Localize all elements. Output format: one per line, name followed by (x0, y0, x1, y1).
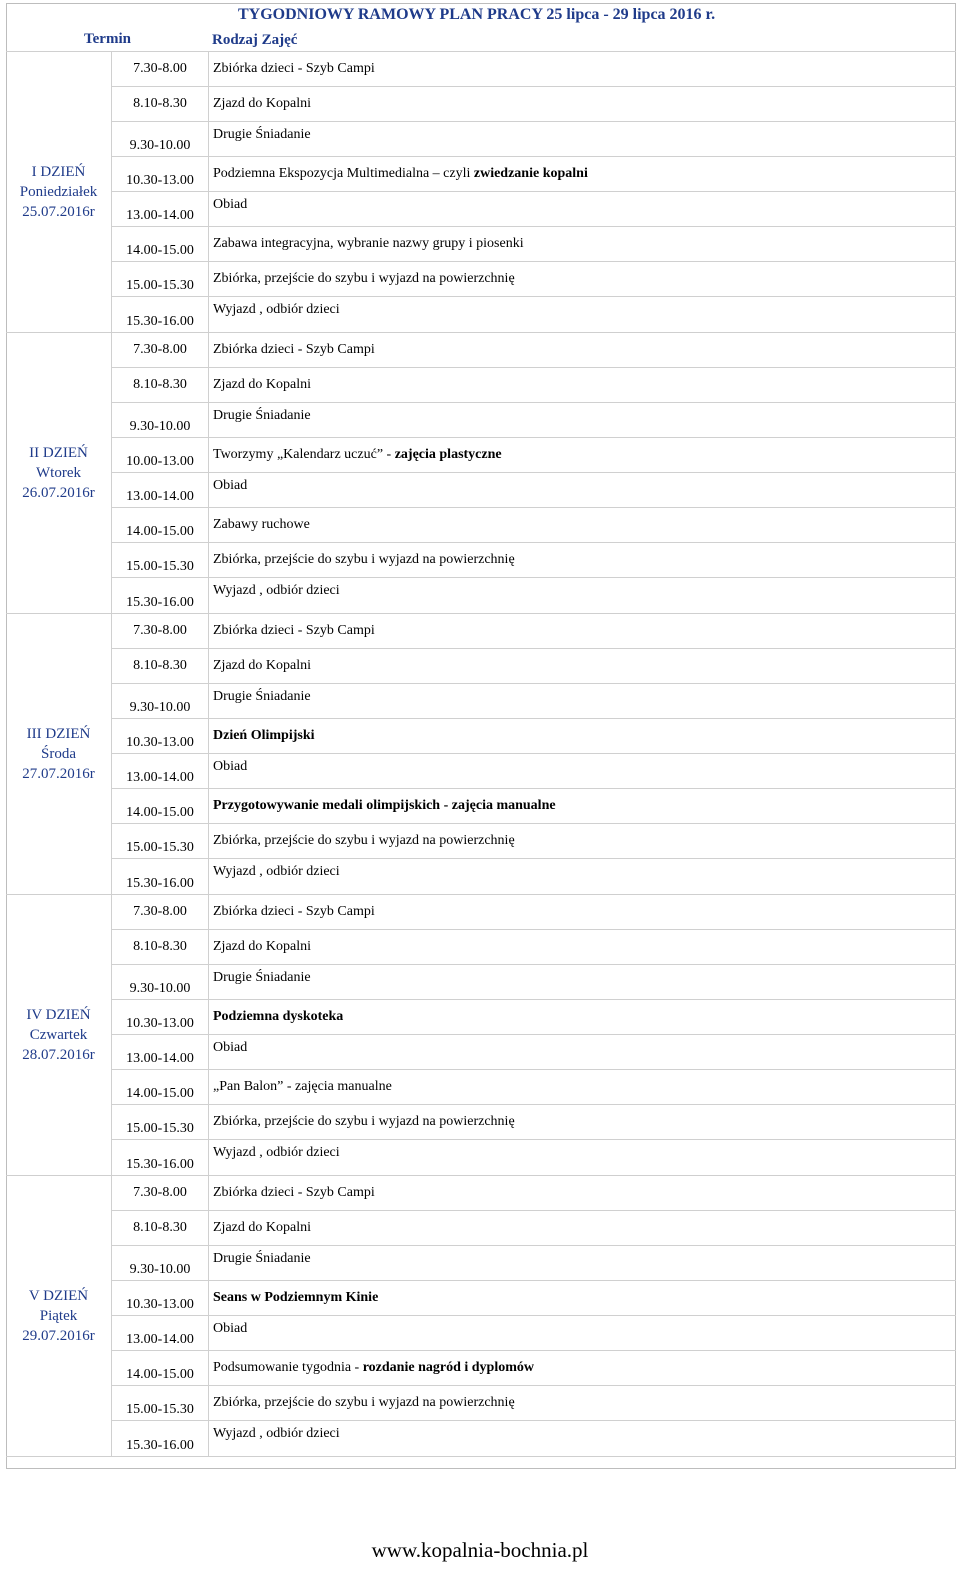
activity-cell (209, 1246, 956, 1280)
schedule-row (112, 824, 956, 859)
time-cell: 13.00-14.00 (112, 192, 209, 226)
schedule-row (112, 965, 956, 1000)
activity-cell (209, 824, 956, 858)
time-cell: 8.10-8.30 (112, 649, 209, 683)
schedule-row (112, 157, 956, 192)
schedule-row (112, 754, 956, 789)
activity-cell (209, 578, 956, 613)
activity-text-bold: zajęcia plastyczne (394, 447, 502, 462)
activity-cell (209, 508, 956, 542)
schedule-row (112, 333, 956, 368)
activity-cell (209, 438, 956, 472)
activity-text: Drugie Śniadanie (213, 970, 311, 985)
activity-cell (209, 1176, 956, 1210)
activity-text: Drugie Śniadanie (213, 408, 311, 423)
schedule-row (112, 508, 956, 543)
schedule-row (112, 192, 956, 227)
day-block (6, 1176, 956, 1457)
activity-text-bold: zwiedzanie kopalni (473, 166, 588, 181)
time-cell: 10.30-13.00 (112, 1281, 209, 1315)
schedule-row (112, 859, 956, 894)
schedule-row (112, 1316, 956, 1351)
schedule-row (112, 1105, 956, 1140)
day-date: 27.07.2016r (22, 766, 95, 782)
activity-cell (209, 368, 956, 402)
schedule-row (112, 649, 956, 684)
activity-cell (209, 1070, 956, 1104)
activity-cell (209, 403, 956, 437)
activity-text: Zbiórka, przejście do szybu i wyjazd na powierzchnię (213, 1114, 515, 1129)
schedule-row (112, 1176, 956, 1211)
activity-text: Zjazd do Kopalni (213, 658, 311, 673)
activity-text: Zbiórka dzieci - Szyb Campi (213, 1185, 375, 1200)
activity-cell (209, 1386, 956, 1420)
schedule-row (112, 52, 956, 87)
activity-text: Obiad (213, 478, 248, 493)
day-label (6, 333, 112, 613)
activity-text: Obiad (213, 1321, 248, 1336)
table-header (6, 3, 956, 52)
activity-text: Drugie Śniadanie (213, 1251, 311, 1266)
time-cell: 14.00-15.00 (112, 1351, 209, 1385)
day-name: II DZIEŃ (29, 445, 88, 461)
schedule-row (112, 1246, 956, 1281)
day-date: 28.07.2016r (22, 1047, 95, 1063)
schedule-row (112, 227, 956, 262)
day-block (6, 895, 956, 1176)
time-cell: 8.10-8.30 (112, 368, 209, 402)
schedule-row (112, 930, 956, 965)
activity-cell (209, 1316, 956, 1350)
activity-cell (209, 930, 956, 964)
time-cell: 9.30-10.00 (112, 1246, 209, 1280)
day-name: I DZIEŃ (31, 164, 86, 180)
schedule-row (112, 438, 956, 473)
activity-cell (209, 789, 956, 823)
time-cell: 15.00-15.30 (112, 543, 209, 577)
time-cell: 15.30-16.00 (112, 859, 209, 894)
activity-text: Zbiórka dzieci - Szyb Campi (213, 904, 375, 919)
time-cell: 14.00-15.00 (112, 789, 209, 823)
activity-text: Zabawa integracyjna, wybranie nazwy grupy i piosenki (213, 236, 524, 251)
activity-cell (209, 1140, 956, 1175)
activity-text-bold: Podziemna dyskoteka (213, 1009, 344, 1024)
activity-cell (209, 859, 956, 894)
day-date: 26.07.2016r (22, 485, 95, 501)
day-weekday: Poniedziałek (19, 184, 98, 200)
activity-text: Wyjazd , odbiór dzieci (213, 302, 340, 317)
time-cell: 15.30-16.00 (112, 1140, 209, 1175)
activity-text: Zjazd do Kopalni (213, 939, 311, 954)
time-cell: 15.00-15.30 (112, 1105, 209, 1139)
schedule-row (112, 719, 956, 754)
schedule-row (112, 1140, 956, 1175)
activity-cell (209, 1000, 956, 1034)
day-date: 29.07.2016r (22, 1328, 95, 1344)
activity-cell (209, 649, 956, 683)
schedule-row (112, 578, 956, 613)
activity-cell (209, 1421, 956, 1456)
schedule-row (112, 473, 956, 508)
activity-cell (209, 297, 956, 332)
activity-text-bold: rozdanie nagród i dyplomów (362, 1360, 534, 1375)
activity-cell (209, 157, 956, 191)
page-title: TYGODNIOWY RAMOWY PLAN PRACY 25 lipca - 29 lipca 2016 r. (238, 6, 716, 23)
activity-text: Wyjazd , odbiór dzieci (213, 1426, 340, 1441)
activity-text-bold: Seans w Podziemnym Kinie (213, 1290, 379, 1305)
schedule-row (112, 262, 956, 297)
activity-cell (209, 1035, 956, 1069)
day-weekday: Czwartek (29, 1027, 88, 1043)
day-block (6, 52, 956, 333)
time-cell: 9.30-10.00 (112, 965, 209, 999)
time-cell: 10.30-13.00 (112, 719, 209, 753)
activity-cell (209, 227, 956, 261)
time-cell: 15.30-16.00 (112, 578, 209, 613)
schedule-row (112, 1000, 956, 1035)
schedule-row (112, 1281, 956, 1316)
activity-text: Zbiórka, przejście do szybu i wyjazd na powierzchnię (213, 552, 515, 567)
activity-cell (209, 543, 956, 577)
activity-cell (209, 473, 956, 507)
time-cell: 14.00-15.00 (112, 1070, 209, 1104)
activity-text: Podziemna Ekspozycja Multimedialna – czyli (213, 166, 471, 181)
activity-text: Obiad (213, 759, 248, 774)
day-label (6, 614, 112, 894)
day-weekday: Piątek (39, 1308, 78, 1324)
day-block (6, 333, 956, 614)
activity-cell (209, 1351, 956, 1385)
activity-text-bold: Dzień Olimpijski (213, 728, 315, 743)
time-cell: 7.30-8.00 (112, 1176, 209, 1210)
day-name: IV DZIEŃ (26, 1007, 91, 1023)
schedule-row (112, 1351, 956, 1386)
activity-cell (209, 754, 956, 788)
time-cell: 15.30-16.00 (112, 297, 209, 332)
activity-cell (209, 684, 956, 718)
time-cell: 9.30-10.00 (112, 403, 209, 437)
activity-text: Podsumowanie tygodnia - (213, 1360, 360, 1375)
days-container (6, 52, 956, 1457)
activity-text: Wyjazd , odbiór dzieci (213, 583, 340, 598)
activity-cell (209, 1211, 956, 1245)
day-weekday: Środa (41, 746, 76, 762)
activity-text: Zjazd do Kopalni (213, 377, 311, 392)
schedule-row (112, 543, 956, 578)
schedule-row (112, 87, 956, 122)
day-date: 25.07.2016r (22, 204, 95, 220)
day-block (6, 614, 956, 895)
schedule-row (112, 1070, 956, 1105)
activity-text: „Pan Balon” - zajęcia manualne (213, 1079, 392, 1094)
day-label (6, 1176, 112, 1456)
activity-cell (209, 52, 956, 86)
time-cell: 7.30-8.00 (112, 333, 209, 367)
activity-text: Zjazd do Kopalni (213, 96, 311, 111)
time-cell: 7.30-8.00 (112, 614, 209, 648)
schedule-row (112, 614, 956, 649)
activity-cell (209, 87, 956, 121)
schedule-row (112, 1386, 956, 1421)
day-label (6, 895, 112, 1175)
activity-cell (209, 1105, 956, 1139)
schedule-row (112, 684, 956, 719)
schedule-row (112, 895, 956, 930)
footer-website: www.kopalnia-bochnia.pl (371, 1538, 589, 1562)
time-cell: 10.00-13.00 (112, 438, 209, 472)
activity-text: Drugie Śniadanie (213, 127, 311, 142)
time-cell: 9.30-10.00 (112, 684, 209, 718)
activity-cell (209, 122, 956, 156)
activity-text: Zjazd do Kopalni (213, 1220, 311, 1235)
time-cell: 10.30-13.00 (112, 1000, 209, 1034)
time-cell: 14.00-15.00 (112, 508, 209, 542)
time-cell: 15.00-15.30 (112, 262, 209, 296)
activity-text: Zabawy ruchowe (213, 517, 310, 532)
schedule-row (112, 368, 956, 403)
schedule-row (112, 789, 956, 824)
time-cell: 15.30-16.00 (112, 1421, 209, 1456)
activity-text: Wyjazd , odbiór dzieci (213, 864, 340, 879)
activity-text: Zbiórka, przejście do szybu i wyjazd na powierzchnię (213, 1395, 515, 1410)
activity-cell (209, 895, 956, 929)
activity-text: Zbiórka dzieci - Szyb Campi (213, 623, 375, 638)
column-header-term: Termin (84, 31, 131, 47)
activity-cell (209, 719, 956, 753)
day-name: III DZIEŃ (26, 726, 91, 742)
activity-text-bold: Przygotowywanie medali olimpijskich - zajęcia manualne (213, 798, 556, 813)
activity-text: Zbiórka dzieci - Szyb Campi (213, 342, 375, 357)
activity-text: Zbiórka dzieci - Szyb Campi (213, 61, 375, 76)
weekly-plan-table (6, 3, 956, 1457)
time-cell: 13.00-14.00 (112, 1035, 209, 1069)
schedule-row (112, 122, 956, 157)
day-label (6, 52, 112, 332)
schedule-row (112, 403, 956, 438)
activity-text: Wyjazd , odbiór dzieci (213, 1145, 340, 1160)
time-cell: 8.10-8.30 (112, 1211, 209, 1245)
activity-cell (209, 262, 956, 296)
activity-text: Obiad (213, 197, 248, 212)
time-cell: 13.00-14.00 (112, 754, 209, 788)
time-cell: 7.30-8.00 (112, 895, 209, 929)
activity-text: Drugie Śniadanie (213, 689, 311, 704)
activity-cell (209, 192, 956, 226)
time-cell: 10.30-13.00 (112, 157, 209, 191)
activity-text: Zbiórka, przejście do szybu i wyjazd na powierzchnię (213, 833, 515, 848)
day-weekday: Wtorek (36, 465, 81, 481)
day-name: V DZIEŃ (28, 1288, 89, 1304)
schedule-row (112, 297, 956, 332)
time-cell: 13.00-14.00 (112, 473, 209, 507)
time-cell: 9.30-10.00 (112, 122, 209, 156)
activity-text: Tworzymy „Kalendarz uczuć” - (213, 447, 392, 462)
schedule-row (112, 1211, 956, 1246)
time-cell: 8.10-8.30 (112, 87, 209, 121)
time-cell: 14.00-15.00 (112, 227, 209, 261)
activity-cell (209, 614, 956, 648)
time-cell: 8.10-8.30 (112, 930, 209, 964)
activity-text: Obiad (213, 1040, 248, 1055)
activity-cell (209, 965, 956, 999)
time-cell: 15.00-15.30 (112, 824, 209, 858)
activity-text: Zbiórka, przejście do szybu i wyjazd na powierzchnię (213, 271, 515, 286)
time-cell: 7.30-8.00 (112, 52, 209, 86)
column-header-activity-type: Rodzaj Zajęć (212, 32, 298, 48)
activity-cell (209, 1281, 956, 1315)
activity-cell (209, 333, 956, 367)
schedule-row (112, 1035, 956, 1070)
schedule-row (112, 1421, 956, 1456)
time-cell: 15.00-15.30 (112, 1386, 209, 1420)
time-cell: 13.00-14.00 (112, 1316, 209, 1350)
